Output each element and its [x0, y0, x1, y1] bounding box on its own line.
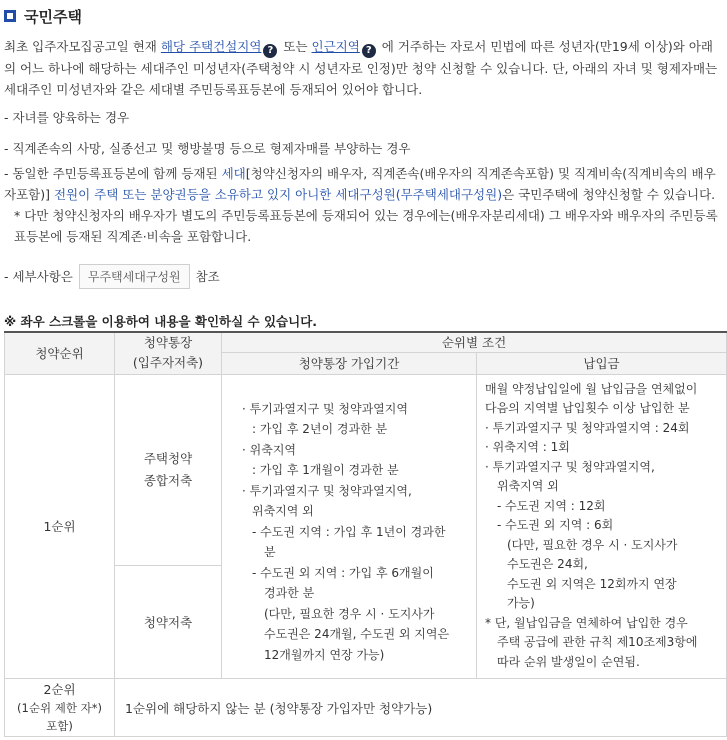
account-housing-savings [115, 374, 222, 566]
non-homeowner-member-button[interactable]: 무주택세대구성원 [79, 264, 190, 289]
payment-line: (다만, 필요한 경우 시 · 도지사가 [507, 537, 678, 552]
period-line: 수도권은 24개월, 수도권 외 지역은 [264, 627, 450, 641]
account-label: 종합저축 [143, 472, 193, 488]
condition-list [4, 107, 722, 169]
period-line: (다만, 필요한 경우 시 · 도지사가 [264, 606, 435, 621]
payment-line: 수도권 외 지역은 12회까지 연장 [507, 576, 677, 591]
payment-line: · 투기과열지구 및 청약과열지역, [485, 459, 655, 474]
detail-row [4, 263, 220, 289]
payment-cell [477, 374, 727, 679]
period-line: 12개월까지 연장 가능) [264, 647, 385, 662]
payment-line: · 투기과열지구 및 청약과열지역 : 24회 [485, 420, 690, 435]
list-item: - 직계존속의 사망, 실종선고 및 행방불명 등으로 형제자매를 부양하는 경우 [4, 141, 411, 156]
detail-suffix: 참조 [195, 269, 220, 284]
header-period: 청약통장 가입기간 [222, 352, 477, 374]
intro-text: 에 거주하는 자로서 민법에 따른 성년자(만19세 이상)와 아래의 어느 하나에 해당하는 세대주인 미성년자(주택청약 시 성년자로 인정)만 청약 신청할 수 있습니다. 단, 아래의 자녀 및 형제자매는 세대주인 미성년자와 같은 세대별 주민등록표등본에 등재되어 있어야 합니다. [4, 39, 718, 97]
text: 은 국민주택에 청약신청할 수 있습니다. [502, 187, 716, 202]
intro-text: 또는 [279, 39, 312, 54]
payment-line: - 수도권 외 지역 : 6회 [497, 518, 614, 532]
payment-line: 매월 약정납입일에 월 납입금을 연체없이 [485, 381, 698, 396]
help-icon[interactable]: ? [263, 44, 277, 58]
rank-2-cell [5, 679, 115, 737]
header-account [115, 332, 222, 374]
header-account-label: 청약통장 [143, 335, 193, 351]
intro-paragraph [4, 36, 722, 100]
help-icon[interactable]: ? [362, 44, 376, 58]
rank-2-condition: 1순위에 해당하지 않는 분 (청약통장 가입자만 청약가능) [115, 679, 727, 737]
payment-line: 따라 순위 발생일이 순연됨. [497, 654, 640, 669]
period-line: : 가입 후 2년이 경과한 분 [252, 422, 388, 436]
period-line: 분 [264, 545, 276, 559]
account-subscription-savings: 청약저축 [115, 566, 222, 679]
page-title: 국민주택 [24, 7, 82, 26]
payment-line: 위축지역 외 [497, 479, 559, 493]
period-line: : 가입 후 1개월이 경과한 분 [252, 463, 399, 477]
housing-area-link[interactable]: 해당 주택건설지역 [160, 39, 262, 54]
period-line: · 위축지역 [242, 442, 296, 457]
rank-1-cell: 1순위 [5, 374, 115, 679]
rank-label: 2순위 [43, 681, 76, 697]
header-payment: 납입금 [477, 352, 727, 374]
scroll-notice: ※ 좌우 스크롤을 이용하여 내용을 확인하실 수 있습니다. [4, 314, 318, 329]
period-line: · 투기과열지구 및 청약과열지역, [242, 483, 412, 498]
text: - 동일한 주민등록표등본에 함께 등재된 [4, 166, 222, 181]
header-account-sub: (입주자저축) [132, 355, 204, 371]
account-label: 주택청약 [143, 450, 193, 466]
payment-line: * 단, 월납입금을 연체하여 납입한 경우 [485, 615, 688, 630]
note-text: * 다만 청약신청자의 배우자가 별도의 주민등록표등본에 등재되어 있는 경우에는(배우자분리세대) 그 배우자와 배우자의 주민등록표등본에 등재된 직계존·비속을 포함합니다. [14, 208, 718, 244]
payment-line: · 위축지역 : 1회 [485, 440, 570, 454]
rank-conditions-table [4, 331, 727, 737]
rank-sub-label: 포함) [46, 718, 73, 733]
list-item: - 자녀를 양육하는 경우 [4, 110, 130, 125]
section-header [4, 6, 82, 26]
period-line: · 투기과열지구 및 청약과열지역 [242, 401, 408, 416]
detail-prefix: - 세부사항은 [4, 269, 73, 284]
list-item [4, 163, 722, 205]
highlight-text: 전원이 주택 또는 분양권등을 소유하고 있지 아니한 세대구성원(무주택세대구성원) [53, 187, 503, 202]
household-paragraph [4, 163, 722, 247]
period-line: 경과한 분 [264, 586, 315, 600]
payment-line: 다음의 지역별 납입횟수 이상 납입한 분 [485, 401, 690, 415]
intro-text: 최초 입주자모집공고일 현재 [4, 39, 161, 54]
rank-sub-label: (1순위 제한 자*) [17, 700, 102, 715]
period-line: - 수도권 외 지역 : 가입 후 6개월이 [252, 565, 434, 580]
header-conditions: 순위별 조건 [222, 332, 727, 352]
payment-line: 가능) [507, 596, 535, 610]
square-bullet-icon [4, 10, 16, 22]
payment-line: - 수도권 지역 : 12회 [497, 498, 606, 513]
period-line: 위축지역 외 [252, 504, 314, 518]
highlight-text: 세대 [221, 166, 246, 181]
period-line: - 수도권 지역 : 가입 후 1년이 경과한 [252, 524, 446, 539]
text: [청약신청자의 배우자, 직계존속(배우자의 직계존속포함) 및 직계비속(직계비속의 배우자포함)] [4, 166, 716, 202]
header-rank: 청약순위 [5, 332, 115, 374]
nearby-area-link[interactable]: 인근지역 [311, 39, 360, 54]
payment-line: 수도권은 24회, [507, 557, 588, 571]
period-cell [222, 374, 477, 679]
payment-line: 주택 공급에 관한 규칙 제10조제3항에 [497, 635, 698, 649]
